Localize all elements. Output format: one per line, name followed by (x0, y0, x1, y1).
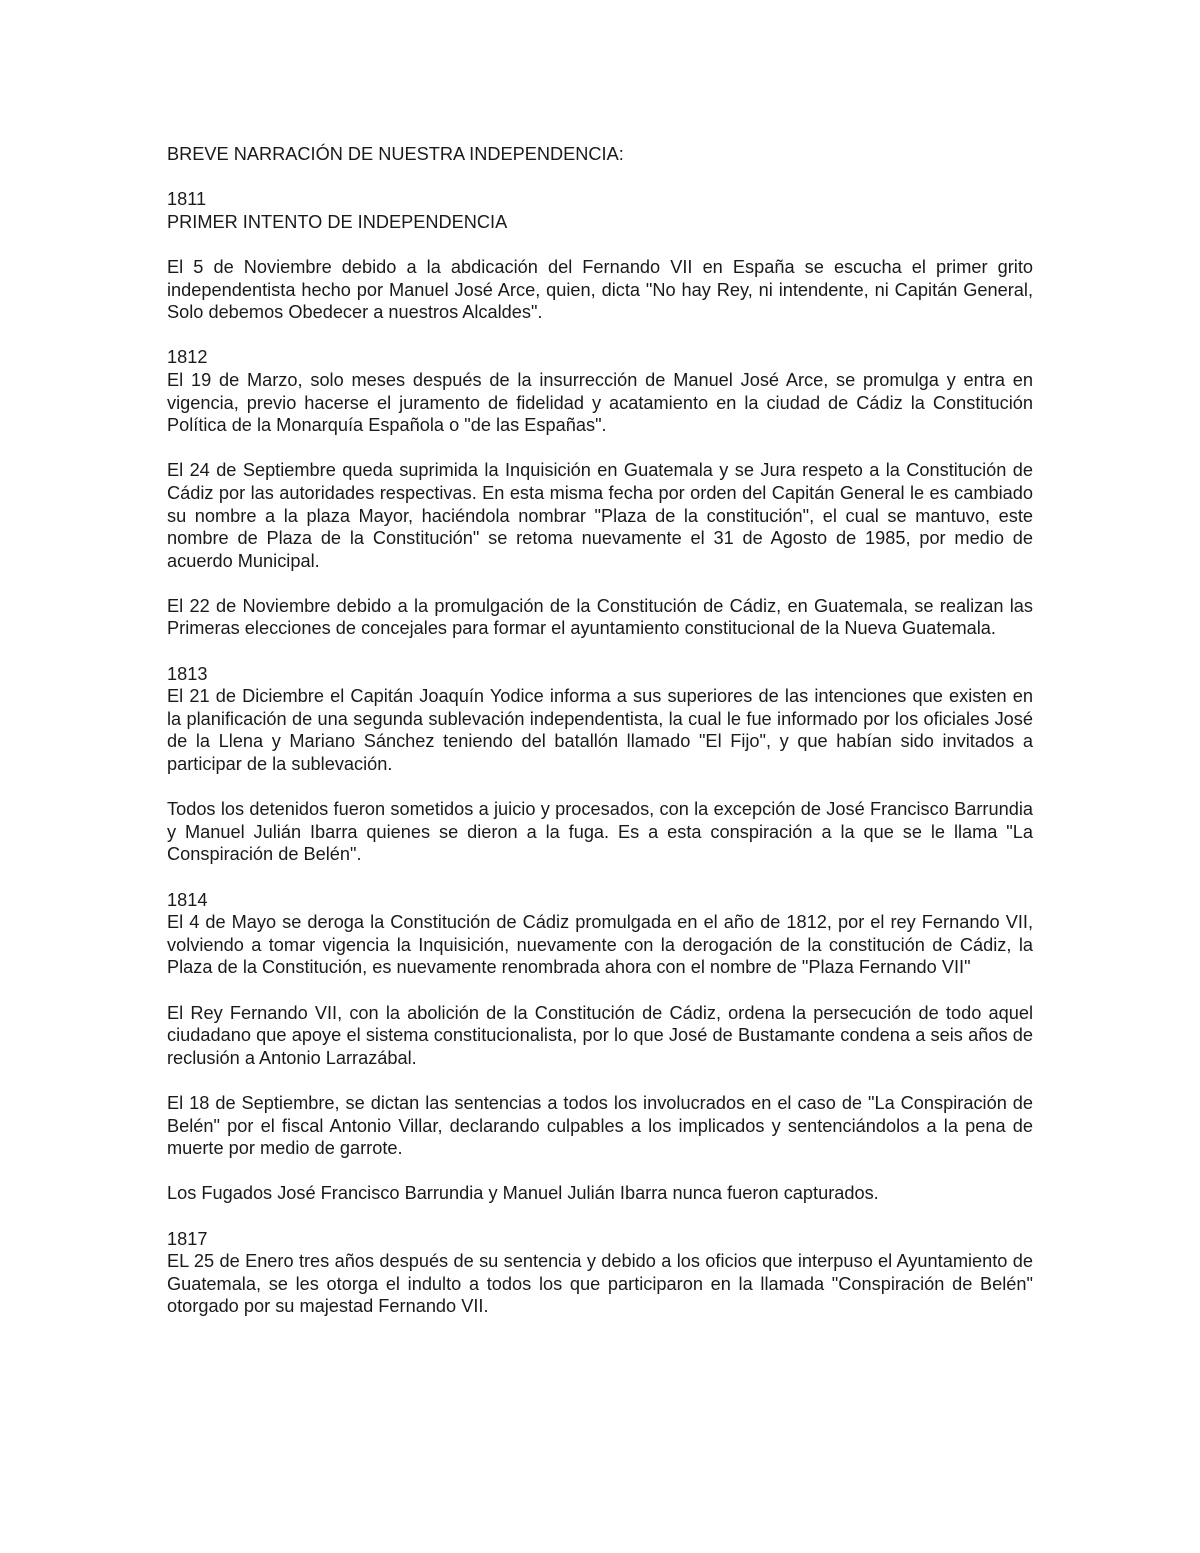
paragraph: El 5 de Noviembre debido a la abdicación del Fernando VII en España se escucha el primer grito independentista hecho por Manuel José Arce, quien, dicta "No hay Rey, ni intendente, ni Capitán General, Solo debemos Obedecer a nuestros Alcaldes". (167, 256, 1033, 323)
paragraph: El 21 de Diciembre el Capitán Joaquín Yodice informa a sus superiores de las intenciones que existen en la planificación de una segunda sublevación independentista, la cual le fue informado por los oficiales José de la Llena y Mariano Sánchez teniendo del batallón llamado "El Fijo", y que habían sido invitados a participar de la sublevación. (167, 686, 1033, 775)
paragraph: Todos los detenidos fueron sometidos a juicio y procesados, con la excepción de José Francisco Barrundia y Manuel Julián Ibarra quienes se dieron a la fuga. Es a esta conspiración a la que se le llama "La Conspiración de Belén". (167, 799, 1033, 865)
section-year: 1814 (167, 889, 208, 910)
paragraph: El 4 de Mayo se deroga la Constitución de Cádiz promulgada en el año de 1812, por el rey Fernando VII, volviendo a tomar vigencia la Inquisición, nuevamente con la derogación de la constitución de Cádiz, la Plaza de la Constitución, es nuevamente renombrada ahora con el nombre de "Plaza Fernando VII" (167, 912, 1033, 978)
paragraph: El Rey Fernando VII, con la abolición de la Constitución de Cádiz, ordena la persecución de todo aquel ciudadano que apoye el sistema constitucionalista, por lo que José de Bustamante condena a seis años de reclusión a Antonio Larrazábal. (167, 1002, 1033, 1068)
paragraph: El 24 de Septiembre queda suprimida la Inquisición en Guatemala y se Jura respeto a la Constitución de Cádiz por las autoridades respectivas. En esta misma fecha por orden del Capitán General le es cambiado su nombre a la plaza Mayor, haciéndola nombrar "Plaza de la constitución", el cual se mantuvo, este nombre de Plaza de la Constitución" se retoma nuevamente el 31 de Agosto de 1985, por medio de acuerdo Municipal. (167, 460, 1033, 571)
section-year: 1812 (167, 347, 208, 368)
section-1813 (167, 663, 1033, 776)
document-title: BREVE NARRACIÓN DE NUESTRA INDEPENDENCIA: (167, 144, 624, 164)
paragraph: El 22 de Noviembre debido a la promulgación de la Constitución de Cádiz, en Guatemala, se realizan las Primeras elecciones de concejales para formar el ayuntamiento constitucional de la Nueva Guatemala. (167, 595, 1033, 639)
section-1817 (167, 1228, 1033, 1318)
section-heading: PRIMER INTENTO DE INDEPENDENCIA (167, 211, 508, 232)
document-body (167, 143, 1033, 1340)
section-1814 (167, 889, 1033, 979)
section-1812 (167, 346, 1033, 436)
paragraph: El 19 de Marzo, solo meses después de la insurrección de Manuel José Arce, se promulga y entra en vigencia, previo hacerse el juramento de fidelidad y acatamiento en la ciudad de Cádiz la Constitución Política de la Monarquía Española o "de las Españas". (167, 369, 1033, 436)
section-year: 1817 (167, 1228, 208, 1249)
section-year: 1813 (167, 663, 208, 684)
section-1811 (167, 188, 1033, 233)
section-year: 1811 (167, 189, 207, 210)
paragraph: El 18 de Septiembre, se dictan las sentencias a todos los involucrados en el caso de "La Conspiración de Belén" por el fiscal Antonio Villar, declarando culpables a los implicados y sentenciándolos a la pena de muerte por medio de garrote. (167, 1092, 1033, 1159)
paragraph: Los Fugados José Francisco Barrundia y Manuel Julián Ibarra nunca fueron capturados. (167, 1183, 879, 1204)
paragraph: EL 25 de Enero tres años después de su sentencia y debido a los oficios que interpuso el Ayuntamiento de Guatemala, se les otorga el indulto a todos los que participaron en la llamada "Conspiración de Belén" otorgado por su majestad Fernando VII. (167, 1251, 1033, 1317)
